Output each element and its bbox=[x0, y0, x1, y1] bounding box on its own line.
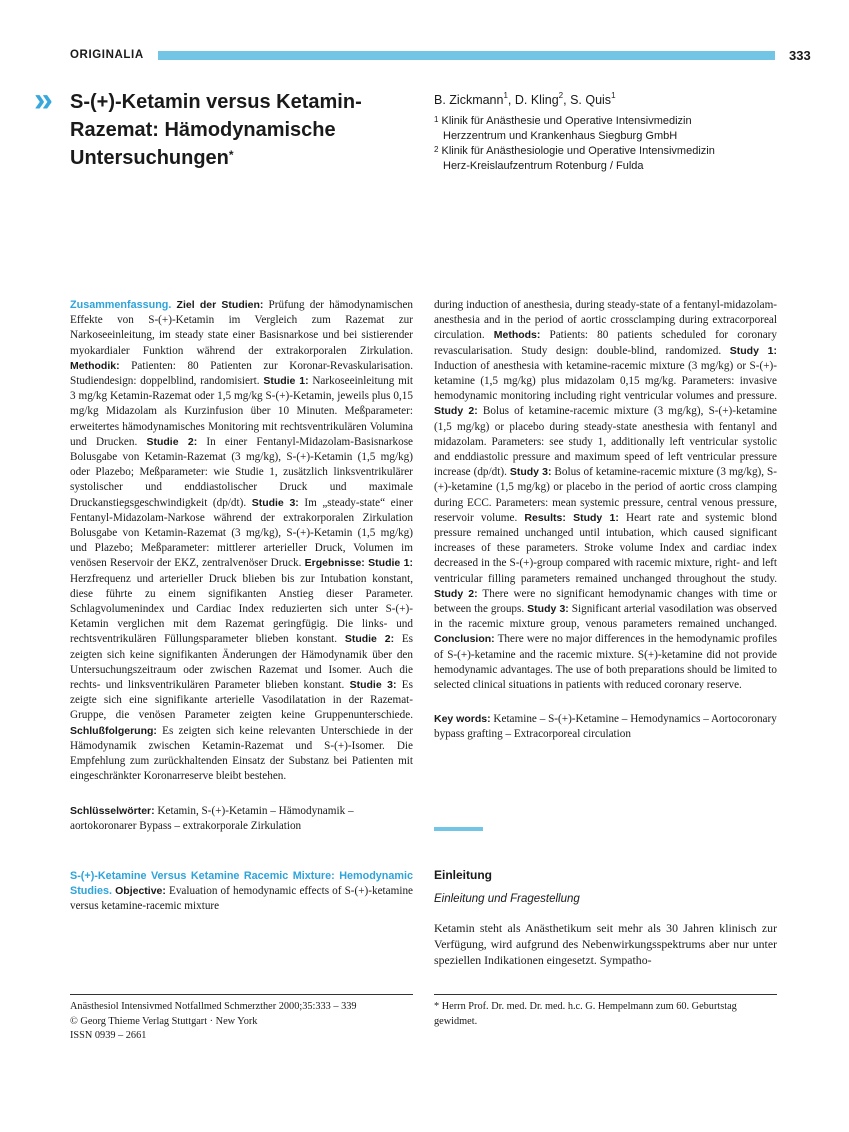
section-divider bbox=[434, 827, 483, 831]
affiliations bbox=[434, 114, 715, 174]
abstract-en bbox=[70, 869, 413, 915]
intro-subheading: Einleitung und Fragestellung bbox=[434, 893, 580, 905]
title-line: Untersuchungen* bbox=[70, 147, 234, 169]
abstract-text: Es zeigte sich eine signifikante arterielle Vasodilatation in der Razemat-Gruppe, die venösen Parameter zeigten keine Gruppenunterschiede. bbox=[70, 679, 413, 722]
abstract-label: Objective: bbox=[115, 885, 166, 898]
abstract-text: Patients: 80 patients scheduled for coronary revascularisation. Study design: double-blind, randomized. bbox=[434, 329, 777, 357]
abstract-text: Bolus of ketamine-racemic mixture (3 mg/kg), S-(+)-ketamine (1,5 mg/kg) or placebo in the period of aortic cross clamping during ECC. Parameters: mean systemic pressure, central venous pressure, reservoir volume. bbox=[434, 466, 778, 524]
abstract-label: Ergebnisse: Studie 1: bbox=[304, 557, 414, 570]
keywords-en-label: Key words: bbox=[434, 713, 491, 726]
abstract-text: There were no significant hemodynamic changes with time or between the groups. bbox=[434, 587, 777, 616]
abstract-label: Methods: bbox=[493, 329, 541, 342]
citation-line: © Georg Thieme Verlag Stuttgart · New York bbox=[70, 1015, 258, 1027]
author-name: D. Kling bbox=[514, 93, 559, 107]
keywords-de-label: Schlüsselwörter: bbox=[70, 804, 155, 817]
abstract-label: Results: Study 1: bbox=[524, 511, 619, 524]
abstract-label: Conclusion: bbox=[434, 633, 495, 646]
abstract-label: Study 1: bbox=[729, 344, 778, 357]
affiliation-text: Klinik für Anästhesie und Operative Intensivmedizin bbox=[441, 115, 692, 127]
keywords-de-text: Ketamin, S-(+)-Ketamin – Hämodynamik – aortokoronarer Bypass – extrakorporale Zirkulation bbox=[70, 804, 354, 832]
abstract-label: Schlußfolgerung: bbox=[70, 724, 157, 737]
affiliation-line bbox=[434, 114, 715, 129]
header-rule bbox=[158, 51, 775, 60]
abstract-text: Induction of anesthesia with ketamine-racemic mixture (3 mg/kg) or S-(+)-ketamine (1,5 mg/kg) plus midazolam 0,15 mg/kg. Parameters: invasive hemodynamic monitoring including right ventricular volumes and pressure. bbox=[434, 359, 777, 403]
abstract-label: Study 2: bbox=[434, 405, 478, 418]
article-title bbox=[70, 88, 410, 172]
right-column bbox=[434, 298, 777, 743]
intro-heading: Einleitung bbox=[434, 868, 492, 882]
abstract-text: Im „steady-state“ einer Fentanyl-Midazolam-Narkose während der extrakorporalen Zirkulation Bolusgabe von Ketamin-Razemat (3 mg/kg), S-(+)-Ketamin (1,5 mg/kg) und Plazebo; Meßparameter: mittlerer arterieller Druck, Volumen im venösen Reservoir der EKZ, zentralvenöser Druck. bbox=[70, 496, 413, 570]
abstract-label: Methodik: bbox=[70, 359, 120, 372]
footer-rule bbox=[70, 994, 413, 995]
author-affiliation-marker: 1 bbox=[503, 91, 508, 100]
author-affiliation-marker: 2 bbox=[558, 91, 564, 100]
author-name: B. Zickmann bbox=[434, 93, 504, 107]
chevron-quote-icon: » bbox=[34, 81, 48, 119]
abstract-label: Studie 1: bbox=[263, 375, 309, 388]
affiliation-line bbox=[434, 129, 715, 144]
abstract-de-heading: Zusammenfassung. bbox=[70, 299, 172, 311]
abstract-label: Study 3: bbox=[527, 603, 569, 616]
page-number: 333 bbox=[789, 48, 811, 63]
abstract-text: Bolus of ketamine-racemic mixture (3 mg/kg), S-(+)-ketamine (1,5 mg/kg) or placebo during steady-state anesthesia with fentanyl and midazolam. Parameters: see study 1, additionally left ventricular systolic and enddiastolic pressure and maximum speed of left ventricular pressure increase (dp/dt). bbox=[434, 405, 778, 479]
abstract-text: Heart rate and systemic blond pressure remained unchanged until intubation, which caused significant increases of these parameters. Stroke volume Index and cardiac index decreased in the S-(+)-group compared with racemic mixture, right- and left ventricular filling parameters remained unchanged throughout the study. bbox=[434, 511, 777, 585]
abstract-text: Evaluation of hemodynamic effects of S-(+)-ketamine versus ketamine-racemic mixture bbox=[70, 885, 414, 913]
abstract-label: Study 3: bbox=[509, 466, 552, 479]
abstract-label: Studie 3: bbox=[251, 496, 299, 509]
affiliation-marker: 2 bbox=[434, 145, 439, 154]
abstract-label: Study 2: bbox=[434, 587, 478, 600]
keywords-en bbox=[434, 712, 777, 742]
abstract-text: There were no major differences in the hemodynamic profiles of S-(+)-ketamine and the racemic mixture. S(+)-ketamine did not provide hemodynamic advantages. The use of both preparations should be limited to selected clinical situations in patients with reduced coronary reserve. bbox=[434, 633, 777, 692]
abstract-en-heading: S-(+)-Ketamine Versus Ketamine Racemic Mixture: Hemodynamic Studies. bbox=[70, 869, 413, 898]
affiliation-line bbox=[434, 144, 715, 159]
abstract-label: Studie 2: bbox=[344, 633, 395, 646]
footnote-rule bbox=[434, 994, 777, 995]
abstract-en-continued bbox=[434, 298, 777, 693]
author-affiliation-marker: 1 bbox=[611, 91, 616, 100]
left-column bbox=[70, 298, 413, 915]
citation-line: ISSN 0939 – 2661 bbox=[70, 1030, 147, 1041]
affiliation-marker: 1 bbox=[434, 115, 439, 124]
affiliation-text: Klinik für Anästhesiologie und Operative Intensivmedizin bbox=[441, 145, 715, 157]
abstract-label: Ziel der Studien: bbox=[176, 299, 264, 311]
abstract-text: Patienten: 80 Patienten zur Koronar-Revaskularisation. Studiendesign: doppelblind, randomisiert. bbox=[70, 359, 413, 388]
abstract-text: Prüfung der hämodynamischen Effekte von S-(+)-Ketamin im Vergleich zum Razemat zur Narkoseeinleitung, im steady state einer Basisnarkose und bei sistierender myokardialer Funktion während der extrakorporalen Zirkulation. bbox=[70, 299, 414, 357]
abstract-text: during induction of anesthesia, during steady-state of a fentanyl-midazolam-anesthesia and in the period of aortic crossclamping during extracorporeal circulation. bbox=[434, 299, 777, 342]
abstract-label: Studie 2: bbox=[146, 435, 198, 448]
author-list: B. Zickmann$^1$, D. Kling$^2$, S. Quis$^1$ bbox=[434, 91, 616, 107]
abstract-de bbox=[70, 298, 413, 785]
affiliation-line bbox=[434, 159, 715, 174]
intro-paragraph: Ketamin steht als Anästhetikum seit mehr als 30 Jahren klinisch zur Verfügung, wird aufgrund des Nebenwirkungsspektrums aber nur unter speziellen Indikationen eingesetzt. Sympatho- bbox=[434, 921, 777, 968]
abstract-text: Es zeigten sich keine relevanten Unterschiede in der Hämodynamik zwischen Ketamin-Razemat und S-(+)-Isomer. Die Empfehlung zum zurückhaltenden Einsatz der Substanz bei Patienten mit eingeschränkter Koronarreserve bleibt bestehen. bbox=[70, 724, 413, 783]
section-label: ORIGINALIA bbox=[70, 49, 144, 61]
abstract-text: Significant arterial vasodilation was observed in the racemic mixture group, venous parameters remained unchanged. bbox=[434, 603, 777, 631]
abstract-text: Narkoseeinleitung mit 3 mg/kg Ketamin-Razemat oder 1,5 mg/kg S-(+)-Ketamin, jeweils plus 0,15 mg/kg Midazolam als Kurzinfusion über 10 Minuten. Meßparameter: erweitertes hämodynamisches Monitoring mit rechtsventrikulären Volumina und Drucken. bbox=[70, 375, 414, 448]
abstract-text: Herzfrequenz und arterieller Druck blieben bis zur Intubation konstant, diese führte zu einem signifikanten Anstieg dieser Parameter. Schlagvolumenindex und Cardiac Index reduzierten sich unter S-(+)-Ketamin verglichen mit dem Razemat geringfügig. Die links- und rechtsventrikulären Füllungsparameter blieben konstant. bbox=[70, 572, 413, 646]
journal-citation bbox=[70, 1000, 357, 1044]
keywords-de bbox=[70, 804, 413, 834]
abstract-text: In einer Fentanyl-Midazolam-Basisnarkose Bolusgabe von Ketamin-Razemat (3 mg/kg), S-(+)-Ketamin (1,5 mg/kg) oder Plazebo; Meßparameter: wie Studie 1, zusätzlich linksventrikulärer systolischer und enddiastolischer Druck und maximale Druckanstiegsgeschwindigkeit (dp/dt). bbox=[70, 435, 414, 509]
abstract-text: Es zeigten sich keine signifikanten Änderungen der Hämodynamik über den Untersuchungszeitraum oder zwischen Razemat und Isomer. Auch die rechts- und linksventrikulären Parameter blieben konstant. bbox=[70, 633, 414, 692]
abstract-label: Studie 3: bbox=[349, 679, 397, 692]
dedication-footnote: * Herrn Prof. Dr. med. Dr. med. h.c. G. Hempelmann zum 60. Geburtstag gewidmet. bbox=[434, 1001, 737, 1027]
affiliation-text: Herz-Kreislaufzentrum Rotenburg / Fulda bbox=[443, 160, 644, 172]
citation-line: Anästhesiol Intensivmed Notfallmed Schmerzther 2000;35:333 – 339 bbox=[70, 1001, 357, 1012]
title-line: S-(+)-Ketamin versus Ketamin- bbox=[70, 91, 362, 113]
title-footnote-marker: * bbox=[228, 148, 234, 162]
keywords-en-text: Ketamine – S-(+)-Ketamine – Hemodynamics – Aortocoronary bypass grafting – Extracorporeal circulation bbox=[434, 713, 777, 741]
title-line: Razemat: Hämodynamische bbox=[70, 119, 336, 141]
author-name: S. Quis bbox=[570, 93, 612, 107]
affiliation-text: Herzzentrum und Krankenhaus Siegburg GmbH bbox=[443, 130, 678, 142]
